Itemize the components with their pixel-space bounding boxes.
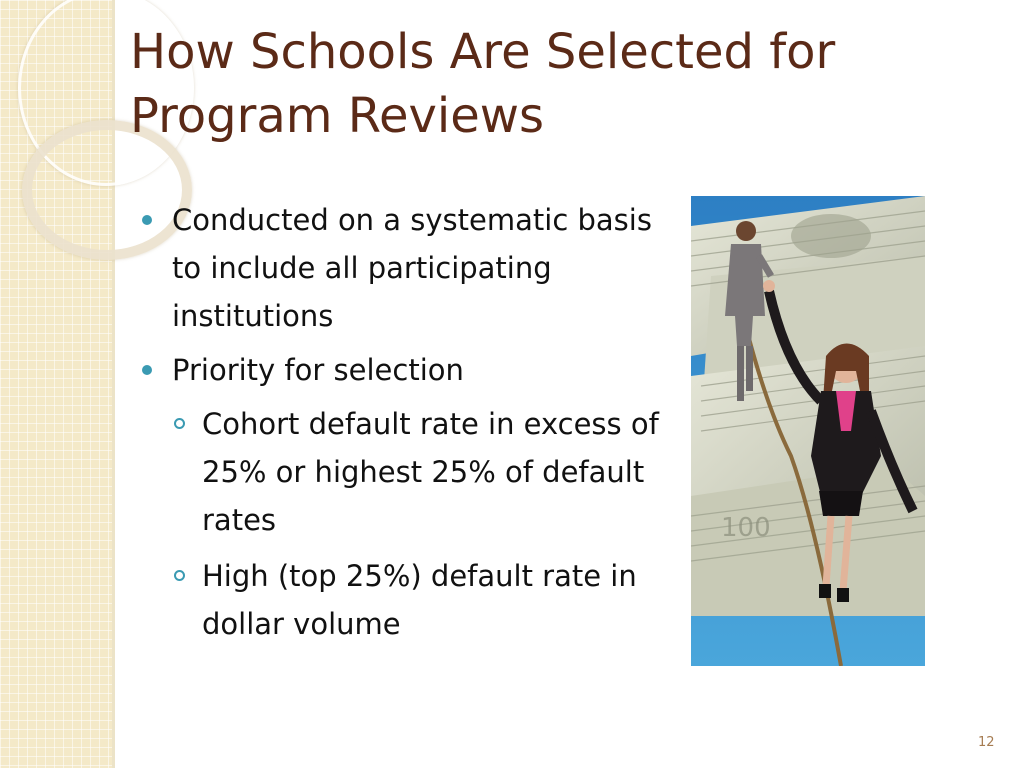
sub-bullet-text: High (top 25%) default rate in dollar volume — [202, 559, 637, 641]
stock-photo — [691, 196, 925, 666]
bullet-dot-icon — [142, 365, 152, 375]
bullet-text: Conducted on a systematic basis to include all participating institutions — [172, 203, 652, 333]
sub-bullet-list — [172, 400, 680, 648]
bullet-text: Priority for selection — [172, 353, 464, 387]
bullet-item — [140, 196, 680, 340]
slide-title: How Schools Are Selected for Program Reviews — [130, 24, 836, 144]
ring-bullet-icon — [174, 570, 185, 581]
bullet-list — [140, 196, 680, 656]
svg-text:100: 100 — [721, 513, 771, 543]
sub-bullet-item — [172, 400, 680, 544]
sub-bullet-text: Cohort default rate in excess of 25% or highest 25% of default rates — [202, 407, 659, 537]
bullet-item — [140, 346, 680, 648]
ring-bullet-icon — [174, 418, 185, 429]
tightrope-money-illustration — [691, 196, 925, 666]
page-number: 12 — [978, 735, 995, 750]
money-stacks — [691, 196, 925, 616]
bullet-dot-icon — [142, 215, 152, 225]
sub-bullet-item — [172, 552, 680, 648]
